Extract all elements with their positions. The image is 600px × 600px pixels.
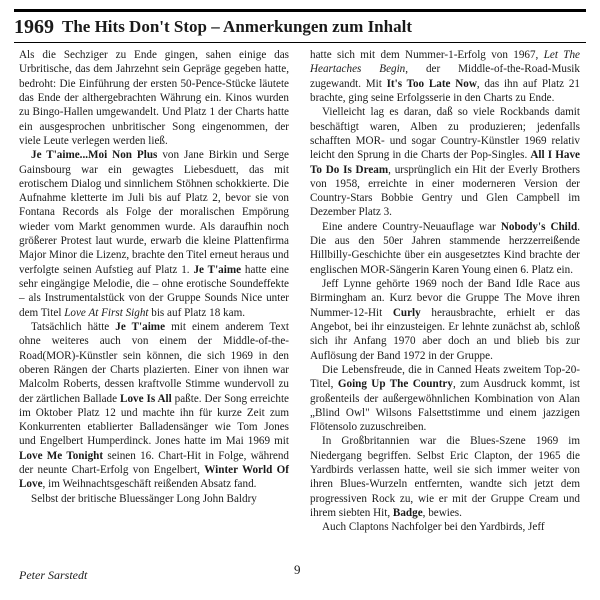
text-run: , der Middle-of-the-Road-Musik zugewandt. Mit <box>310 63 580 90</box>
page-number: 9 <box>294 562 301 577</box>
paragraph <box>310 48 580 105</box>
paragraph <box>310 277 580 363</box>
song-title: Going Up The Country <box>337 378 453 391</box>
song-title: Love Is All <box>120 392 172 405</box>
photo-caption: Peter Sarstedt <box>19 568 88 582</box>
song-title: Je T'aime <box>115 320 166 333</box>
text-run: Selbst der britische Bluessänger Long John Baldry <box>31 492 257 505</box>
page-header <box>14 9 586 43</box>
paragraph <box>19 320 289 492</box>
song-title: Je T'aime <box>193 263 242 276</box>
text-run: In Großbritannien war die Blues-Szene 1969 im Niedergang begriffen. Selbst Eric Clapton, der 1965 die Yardbirds verlassen hatte, weil sie sich immer weiter von ihren Blues-Wurzeln entfernten, wandte sich jetzt dem progressiven Rock zu, wie er mit der Gruppe Cream und ihrem siebten Hit, <box>310 435 580 519</box>
song-title: Badge <box>392 507 423 519</box>
song-title: Love Me Tonight <box>19 449 104 462</box>
italic-title: Let The Heartaches Begin <box>310 49 580 76</box>
text-run: Eine andere Country-Neuauflage war <box>322 220 501 233</box>
header-title: The Hits Don't Stop – Anmerkungen zum Inhalt <box>62 17 412 36</box>
paragraph <box>19 48 289 148</box>
paragraph <box>310 520 580 534</box>
paragraph <box>19 492 289 506</box>
text-run: , bewies. <box>422 507 462 519</box>
paragraph <box>19 148 289 320</box>
text-run: . Die aus den 50er Jahren stammende herzzerreißende Hillbilly-Geschichte über ein ausgesetztes Kind brachte der englischen MOR-Sängerin Karen Young einen 6. Platz ein. <box>310 220 580 276</box>
text-run: , das ihn auf Platz 21 brachte, ging seine Erfolgsserie in den Charts zu Ende. <box>310 77 580 104</box>
text-run: Als die Sechziger zu Ende gingen, sahen einige das Urbritische, das dem Jahrzehnt sein Gepräge gegeben hatte, bedroht: Die Einführung der ersten 50-Pence-Stücke läutete das Ende der althergebrachten Währung ein. Kinos wurden zu Bingo-Hallen umgewandelt. Und Platz 1 der Charts hatte ein ausgesprochen unbritischer Song eingenommen, der viele Leute verlegen werden ließ. <box>19 49 289 147</box>
text-run: Vielleicht lag es daran, daß so viele Rockbands damit beschäftigt waren, Alben zu produzieren; jedenfalls schafften MOR- und sogar Country-Künstler 1969 relativ leicht den Sprung in die Charts der Pop-Singles. <box>310 106 580 162</box>
text-run: paßte. Der Song erreichte im Oktober Platz 12 und machte ihn für kurze Zeit zum Konkurrenten etablierter Balladensänger wie Tom Jones und Engelbert Humperdinck. Jones hatte im Mai 1969 mit <box>19 392 289 448</box>
text-run: seinen 16. Chart-Hit in Folge, während der neunte Chart-Erfolg von Engelbert, <box>19 449 289 477</box>
right-text-column <box>310 48 580 535</box>
song-title: Winter World Of Love <box>19 464 289 491</box>
paragraph <box>310 363 580 435</box>
text-run: hatte sich mit dem Nummer-1-Erfolg von 1967, <box>310 49 544 61</box>
song-title: Je T'aime...Moi Non Plus <box>31 149 158 162</box>
song-title: Nobody's Child <box>500 220 578 233</box>
text-run: bis auf Platz 18 kam. <box>148 306 246 319</box>
left-text-column <box>19 48 289 506</box>
text-run: , ursprünglich ein Hit der Everly Brothers von 1958, erreichte in einer moderneren Version der Country-Stars Bobbie Gentry und Glen Campbell im Dezember Platz 3. <box>310 163 580 219</box>
song-title: All I Have To Do Is Dream <box>310 149 580 176</box>
text-run: mit einem anderem Text ohne weiteres auch von einem der Middle-of-the-Road(MOR)-Künstler sein können, die sich 1969 in den oberen Rängen der Charts plazierten. Einer von ihnen war Malcolm Roberts, dessen kraftvolle Stimme wundervoll zu der zärtlichen Ballade <box>19 320 290 405</box>
paragraph <box>310 434 580 520</box>
text-run: Die Lebensfreude, die in Canned Heats zweitem Top-20-Titel, <box>310 363 580 391</box>
italic-title: Love At First Sight <box>64 306 149 319</box>
paragraph <box>310 220 580 277</box>
text-run: Auch Claptons Nachfolger bei den Yardbirds, Jeff <box>322 521 545 534</box>
song-title: Curly <box>392 306 421 319</box>
text-run: , im Weihnachtsgeschäft reißenden Absatz fand. <box>42 478 257 491</box>
header-year: 1969 <box>14 15 54 38</box>
paragraph <box>310 105 580 220</box>
song-title: It's Too Late Now <box>386 77 477 90</box>
text-run: hatte eine sehr eingängige Melodie, die – ohne erotische Soundeffekte – als Instrumentalstück von der Gruppe Sounds Nice unter dem Titel <box>19 263 289 319</box>
text-run: Tatsächlich hätte <box>31 320 116 333</box>
text-run: , zum Ausdruck kommt, ist großenteils der außergewöhnlichen Kombination von Alan „Blind Owl" Wilsons Falsettstimme und einem jazzigen Flötensolo zuzuschreiben. <box>310 378 581 434</box>
text-run: von Jane Birkin und Serge Gainsbourg war ein gewagtes Liebesduett, das mit erotischem Dialog und sinnlichem Stöhnen schokkierte. Die Aufnahme kletterte im Juli bis auf Platz 2, bevor sie von Fontana Records als Folge der moralischen Empörung wieder vom Markt genommen wurde. Als daraufhin noch größerer Protest laut wurde, erwarb die kleine Plattenfirma Major Minor die Lizenz, brachte den Titel erneut heraus und verfolgte seinen Aufstieg auf Platz 1. <box>19 149 289 276</box>
text-run: herausbrachte, erhielt er das Angebot, bei ihr einzusteigen. Er lehnte zunächst ab, schloß sich ihr Anfang 1970 aber doch an und blieb bis zur Auflösung der Band 1972 in der Gruppe. <box>310 306 580 362</box>
text-run: Jeff Lynne gehörte 1969 noch der Band Idle Race aus Birmingham an. Kurz bevor die Gruppe The Move ihren Nummer-12-Hit <box>310 278 580 319</box>
